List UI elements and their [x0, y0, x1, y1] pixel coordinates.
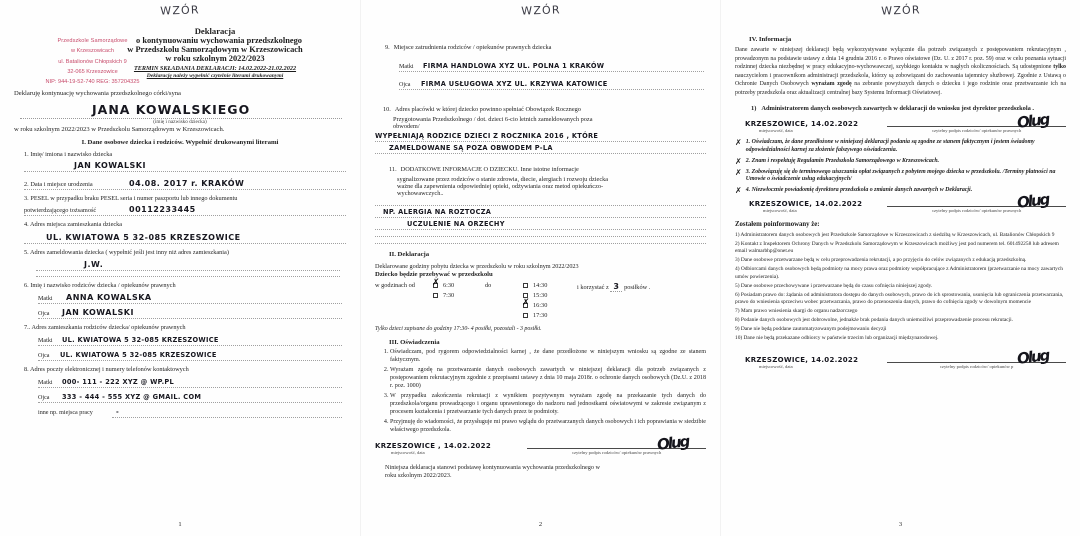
field-6-father-label: Ojca — [38, 311, 50, 317]
hours-to-option-1[interactable] — [523, 292, 577, 299]
hours-from-time-0: 6:30 — [443, 282, 455, 290]
section-4-para-part-2: nauczycielom i pracownikom administracji przedszkola, którzy są zobowiązani do zachowania tajemnicy służbowej. Zgodnie z Ustawą o Ochronie Danych Osobowych — [735, 72, 1066, 88]
field-11-answer-block — [375, 201, 706, 244]
field-5-value: J.W. — [84, 260, 104, 269]
signature-2-scribble: Olug — [1015, 190, 1049, 212]
field-6-mother-value: ANNA KOWALSKA — [66, 293, 152, 302]
field-9-mother-label: Matki — [399, 64, 414, 70]
checked-declaration-1-text: 1. Oświadczam, że dane przedłożone w niniejszej deklaracji podania są zgodne ze stanem faktycznym i jestem świadomy odpowiedzialności karnej za złożenie fałszywego oświadczenia. — [745, 139, 1035, 154]
section-2-intro: Deklarowane godziny pobytu dziecka w przedszkolu w roku szkolnym 2022/2023 — [375, 263, 579, 270]
field-4-number: 4. — [24, 221, 29, 228]
section-2-heading: II. Deklaracja — [389, 251, 430, 258]
child-fullname-caption: (imię i nazwisko dziecka) — [153, 119, 207, 125]
field-9-number: 9. — [385, 44, 390, 51]
closing-line-1: Niniejsza deklaracja stanowi podstawę kontynuowania wychowania przedszkolnego w — [385, 463, 600, 471]
section-3-items — [375, 349, 706, 434]
hours-to-options — [523, 282, 577, 319]
field-10-label-2: Przygotowania Przedszkolnego / dot. dzieci 6-cio letnich zameldowanych poza — [393, 116, 593, 123]
field-7-father-value: UL. KWIATOWA 5 32-085 KRZESZOWICE — [60, 351, 217, 359]
section-4-para-bold-3: wyrażam zgodę — [811, 81, 852, 88]
field-5-input[interactable] — [24, 258, 346, 271]
field-10-input-line2[interactable] — [375, 142, 706, 154]
field-11-label-2: sygnalizowane przez rodziców o stanie zdrowia, diecie, alergiach i rozwoju dziecka — [397, 176, 609, 183]
section-4-item-1-number: 1) — [751, 105, 757, 113]
signature-block-3-page3 — [735, 346, 1066, 370]
page-number-1: 1 — [178, 521, 182, 528]
field-4-value: UL. KWIATOWA 5 32-085 KRZESZOWICE — [46, 233, 241, 242]
hours-to-option-2[interactable] — [523, 302, 577, 309]
field-9-mother-input[interactable] — [385, 57, 706, 72]
signature-2-group[interactable] — [887, 190, 1066, 214]
signature-place-date: KRZESZOWICE , 14.02.2022 — [375, 441, 492, 450]
field-4-label: Adres miejsca zamieszkania dziecka — [29, 221, 123, 228]
field-3-input[interactable] — [24, 203, 346, 216]
signature-2-caption: czytelny podpis rodziców/ opiekunów prawnych — [931, 208, 1022, 214]
field-11-label-4: wychowawczych.. — [397, 190, 444, 197]
hours-to-option-0[interactable] — [523, 282, 577, 289]
hours-from-label: w godzinach od — [375, 282, 415, 290]
field-11-number: 11. — [389, 166, 397, 173]
field-8-father-rule — [38, 402, 342, 403]
signature-2-place-date-group[interactable] — [735, 200, 887, 213]
signature-1-place-date: KRZESZOWICE, 14.02.2022 — [745, 120, 859, 129]
informed-item-8: 8) Podanie danych osobowych jest dobrowolne, jednakże brak podania danych uniemożliwi przeprowadzenie procesu rekrutacji. — [735, 317, 1013, 324]
field-6-mother-label: Matki — [38, 296, 53, 302]
field-2-number: 2. — [24, 181, 29, 188]
field-8-mother-label: Matki — [38, 380, 53, 386]
field-8-number: 8. — [24, 366, 29, 373]
signature-3-place-date-group[interactable] — [735, 356, 887, 369]
field-7-father-label: Ojca — [38, 353, 50, 359]
informed-item-3: 3) Dane osobowe przetwarzane będą w celu przeprowadzenia rekrutacji, a po przyjęciu do celów związanych z edukacją przedszkolną. — [735, 257, 1027, 264]
signature-place-caption: miejscowość, data — [391, 449, 425, 455]
field-6-father-rule — [38, 318, 342, 319]
checked-declaration-2-text: 2. Znam i respektuję Regulamin Przedszkola Samorządowego w Krzeszowicach. — [745, 157, 940, 164]
checkbox-from-630[interactable] — [433, 283, 438, 288]
hours-from-option-1[interactable] — [433, 292, 485, 299]
signature-caption: czytelny podpis rodziców/ opiekunów prawnych — [571, 449, 662, 455]
checked-declaration-3[interactable] — [735, 169, 1066, 184]
document-page-1 — [0, 0, 360, 536]
field-9-label: Miejsce zatrudnienia rodziców / opiekunów prawnych dziecka — [393, 44, 552, 51]
field-item-7 — [24, 324, 346, 361]
field-4-input[interactable] — [24, 230, 346, 244]
checked-declarations — [735, 139, 1066, 195]
oswiadczenie-item-1: 1. Oświadczam, pod rygorem odpowiedzialności karnej , że dane przedłożone w niniejszym wniosku są zgodne ze stanem faktycznym. — [390, 349, 706, 365]
signature-place-date-group[interactable] — [375, 442, 527, 455]
signature-2-place-date: KRZESZOWICE, 14.02.2022 — [749, 200, 863, 209]
hours-to-time-3: 17:30 — [533, 312, 548, 320]
checkbox-to-1730[interactable] — [523, 313, 528, 318]
field-7-label: Adres zamieszkania rodziców dziecka/ opiekunów prawnych — [31, 324, 186, 331]
field-1-rule — [24, 171, 346, 172]
field-10-label: Adres placówki w której dziecko powinno spełniać Obowiązek Rocznego — [394, 106, 581, 113]
checked-declaration-2[interactable] — [735, 158, 1066, 166]
checkbox-from-730[interactable] — [433, 293, 438, 298]
field-1-label: Imię/ imiona i nazwisko dziecka — [30, 151, 113, 158]
checkmark-icon-4: ✗ — [735, 186, 742, 196]
informed-item-7: 7) Mam prawo wniesienia skargi do organu nadzorczego — [735, 308, 858, 315]
field-3-label-2: potwierdzającego tożsamość — [24, 207, 97, 214]
informed-item-10: 10) Dane nie będą przekazane odbiorcy w państwie trzecim lub organizacji międzynarodowej. — [735, 334, 939, 341]
meals-suffix: posiłków . — [624, 284, 651, 292]
field-10-rule-2 — [375, 153, 706, 154]
signature-3-caption: czytelny podpis rodziców/ opiekunów p — [939, 364, 1014, 370]
intro-line-2: w roku szkolnym 2022/2023 w Przedszkolu Samorządowym w Krzeszowicach. — [14, 126, 225, 133]
field-3-number: 3. — [24, 195, 29, 202]
field-5-rule-2 — [36, 276, 340, 277]
signature-1-caption: czytelny podpis rodziców/ opiekunów prawnych — [931, 128, 1022, 134]
field-5-number: 5. — [24, 249, 29, 256]
hours-to-time-2: 16:30 — [533, 302, 548, 310]
meals-field[interactable] — [577, 282, 706, 291]
signature-1-scribble: Olug — [1015, 110, 1049, 133]
section-4-paragraph — [735, 46, 1066, 97]
submission-deadline: TERMIN SKŁADANIA DEKLARACJI: 14.02.2022-21.02.2022 — [133, 65, 297, 72]
field-item-4 — [24, 221, 346, 244]
hours-to-option-3[interactable] — [523, 312, 577, 319]
field-11-label-3: ważne dla zapewnienia odpowiedniej opieki, odżywiania oraz metod opiekuńczo- — [397, 183, 604, 190]
field-7-mother-input[interactable] — [24, 333, 346, 346]
informed-item-9: 9) Dane nie będą poddane zautomatyzowanym podejmowaniu decyzji — [735, 326, 887, 333]
section-4-heading: IV. Informacja — [749, 36, 792, 43]
field-2-rule — [24, 189, 346, 190]
field-10-input-line1[interactable] — [375, 130, 706, 142]
field-11-value-2: UCZULENIE NA ORZECHY — [407, 220, 505, 228]
title-line-3: w Przedszkolu Samorządowym w Krzeszowicach — [127, 45, 303, 54]
field-10-label-3: obwodem/ — [393, 123, 420, 130]
signature-3-place-caption: miejscowość, data — [759, 364, 793, 370]
field-6-label: Imię i nazwisko rodziców dziecka / opiekunów prawnych — [30, 282, 176, 289]
field-5-label: Adres zameldowania dziecka ( wypełnić jeśli jest inny niż adres zamieszkania) — [29, 249, 229, 256]
oswiadczenie-item-3: 3. W przypadku zakończenia rekrutacji z wynikiem pozytywnym wyrażam zgodę na przekazanie tych danych do przedszkola/organu prowadzącego i organu uprawnionego do nadzoru nad jednostkami oświatowymi w zakresie związanym z procesem kształcenia i przetwarzanie tych danych przez te podmioty. — [390, 393, 706, 417]
field-7-mother-value: UL. KWIATOWA 5 32-085 KRZESZOWICE — [62, 336, 219, 344]
watermark-wzor: WZÓR — [160, 3, 200, 18]
signature-3-scribble: Olug — [1015, 346, 1049, 369]
field-item-11 — [375, 158, 706, 197]
informed-item-5: 5) Dane osobowe przechowywane i przetwarzane będą do czasu cofnięcia niniejszej zgody. — [735, 282, 933, 289]
signature-1-group[interactable] — [887, 110, 1066, 134]
field-8-other-rule — [112, 417, 342, 418]
field-10-number: 10. — [383, 106, 391, 113]
field-item-8 — [24, 366, 346, 418]
checkbox-to-1430[interactable] — [523, 283, 528, 288]
page-title: Deklaracja — [194, 26, 236, 36]
hours-to-time-0: 14:30 — [533, 282, 548, 290]
field-11-rule-4 — [375, 243, 706, 244]
field-9-mother-rule — [399, 71, 704, 72]
signature-1-place-date-group[interactable] — [735, 120, 887, 133]
field-2-label: Data i miejsce urodzenia — [30, 181, 93, 188]
field-item-3 — [24, 195, 346, 216]
field-11-input-line1[interactable] — [375, 206, 706, 218]
field-8-mother-value: 000- 111 - 222 XYZ @ WP.PL — [62, 378, 175, 386]
field-3-rule — [24, 215, 346, 216]
watermark-wzor-page3: WZÓR — [880, 3, 921, 18]
field-7-mother-label: Matki — [38, 338, 53, 344]
signature-block-page2 — [375, 431, 706, 455]
field-9-father-input[interactable] — [385, 75, 706, 90]
field-item-9 — [375, 36, 706, 90]
checked-declaration-4-text: 4. Niezwłocznie powiadomię dyrektora przedszkola o zmianie danych zawartych w Deklaracji. — [745, 187, 973, 194]
closing-line-2: roku szkolnym 2022/2023. — [385, 471, 452, 479]
intro-line-1: Deklaruję kontynuację wychowania przedszkolnego córki/syna — [14, 90, 181, 97]
section-3-heading: III. Oświadczenia — [389, 339, 440, 347]
stamp-line-1: Przedszkole Samorządowe — [57, 38, 128, 44]
field-8-mother-input[interactable] — [24, 375, 346, 388]
oswiadczenie-item-2: 2. Wyrażam zgodę na przetwarzanie danych osobowych zawartych w niniejszej deklaracji dla potrzeb związanych z postępowaniem rekrutacyjnym zgodnie z przepisami ustawy z dnia 10 maja 2018r. o ochronie danych osobowych (Dz.U. z 2018 r. poz. 1000) — [390, 367, 706, 391]
field-7-father-input[interactable] — [24, 348, 346, 361]
field-8-label: Adres poczty elektronicznej i numery telefonów kontaktowych — [29, 366, 189, 373]
field-9-mother-value: FIRMA HANDLOWA XYZ UL. POLNA 1 KRAKÓW — [423, 62, 605, 70]
field-9-father-label: Ojca — [399, 82, 411, 88]
section-4-para-part-4: na zebranie powyższych danych o dziecku i jego rodzinie oraz przetwarzanie ich na potrzeby przedszkola oraz aktualizacji centralnej bazy Systemu Informacji Oświatowej. — [735, 81, 1066, 96]
document-page-2 — [360, 0, 720, 536]
hours-to-label: do — [485, 282, 492, 290]
informed-heading: Zostałem poinformowany że: — [735, 221, 820, 229]
field-item-2 — [24, 177, 346, 190]
stamp-line-3: ul. Batalionów Chłopskich 9 — [58, 58, 127, 65]
field-1-number: 1. — [24, 151, 29, 158]
document-page-3 — [720, 0, 1080, 536]
field-8-mother-rule — [38, 387, 342, 388]
hours-selection-grid — [375, 282, 706, 319]
section-4-item-1-text: Administratorem danych osobowych zawartych w deklaracji do wniosku jest dyrektor przedszkola . — [761, 105, 1034, 113]
signature-block-1-page3 — [735, 110, 1066, 134]
checkmark-icon-3: ✗ — [735, 167, 742, 177]
checkbox-to-1630[interactable] — [523, 303, 528, 308]
signature-3-group[interactable] — [887, 346, 1066, 370]
field-8-father-value: 333 - 444 - 555 XYZ @ GMAIL. COM — [62, 393, 202, 401]
field-8-other-input[interactable] — [24, 405, 346, 418]
field-9-father-rule — [399, 89, 704, 90]
field-1-value: JAN KOWALSKI — [74, 161, 146, 170]
checked-declaration-1[interactable] — [735, 139, 1066, 154]
child-fullname-value: JANA KOWALSKIEGO — [92, 102, 251, 117]
field-11-input-line3[interactable] — [375, 230, 706, 237]
hours-from-time-1: 7:30 — [443, 292, 455, 300]
section-4-para-part-0: Dane zawarte w niniejszej deklaracji będą wykorzystywane wyłącznie dla potrzeb związanych z postępowaniem rekrutacyjnym , prowadzonym na podstawie ustawy z dnia 14 grudnia 2016 r. o Prawo oświatowe (Dz. U. z 2017 r. poz. 59) oraz w celu poznania sytuacji rodzinnej dziecka niezbędnej w pracy edukacyjno-wychowawczej, szybkiego kontaktu w nagłych okolicznościach. Są udostępnione — [735, 47, 1066, 71]
field-8-father-label: Ojca — [38, 395, 50, 401]
field-3-value: 00112233445 — [129, 205, 196, 214]
field-item-6 — [24, 282, 346, 319]
checked-declaration-3-text: 3. Zobowiązuję się do terminowego uiszczania opłat związanych z pobytem mojego dziecka w przedszkolu. /Terminy płatności na Umowie o świadczenie usług edukacyjnych/ — [745, 168, 1056, 183]
field-3-label: PESEL w przypadku braku PESEL seria i numer paszportu lub innego dokumentu — [30, 195, 238, 202]
field-7-father-rule — [38, 360, 342, 361]
informed-item-2: 2) Kontakt z Inspektorem Ochrony Danych w Przedszkolu Samorządowym w Krzeszowicach możliwy jest pod numerem tel. 601492258 lub adresem email walmarbhp@onet.eu — [735, 240, 1059, 255]
hours-from-option-0[interactable] — [433, 282, 485, 289]
fill-instruction: Deklarację należy wypełnić czytelnie literami drukowanymi — [146, 73, 284, 79]
section-1-items — [14, 151, 346, 418]
field-11-input-line4[interactable] — [375, 237, 706, 244]
field-2-input[interactable] — [24, 177, 346, 190]
field-5-input-line2[interactable] — [24, 271, 346, 277]
section-2-subtitle: Dziecko będzie przebywać w przedszkolu — [375, 271, 493, 279]
page-number-3: 3 — [898, 521, 903, 528]
field-6-mother-input[interactable] — [24, 291, 346, 304]
checkmark-icon-2: ✗ — [735, 156, 742, 166]
field-8-other-label: inne np. miejsca pracy — [38, 410, 93, 416]
stamp-line-5: NIP: 944-19-52-740 REG: 357204325 — [45, 79, 140, 86]
field-item-5 — [24, 249, 346, 277]
signature-1-place-caption: miejscowość, data — [759, 128, 793, 134]
meals-value: 3 — [610, 282, 622, 292]
field-6-mother-rule — [38, 303, 342, 304]
field-item-1 — [24, 151, 346, 172]
informed-items-list — [735, 232, 1066, 342]
informed-item-6: 6) Posiadam prawo do: żądania od administratora dostępu do danych osobowych, prawo do ich sprostowania, usunięcia lub ograniczenia przetwarzania, prawo do wniesienia sprzeciwu wobec przetwarzania, prawo do przenoszenia danych, prawo do cofnięcia zgody w dowolnym momencie — [735, 291, 1064, 306]
field-4-rule — [24, 243, 346, 244]
oswiadczenie-item-4: 4. Przyjmuję do wiadomości, że przysługuje mi prawo wglądu do przetwarzanych danych osobowych i ich poprawiania w siedzibie właściwego przedszkola. — [390, 419, 706, 435]
field-8-father-input[interactable] — [24, 390, 346, 403]
field-7-mother-rule — [38, 345, 342, 346]
signature-group[interactable] — [527, 431, 706, 455]
checkmark-icon-1: ✗ — [735, 138, 742, 148]
field-item-10 — [375, 98, 706, 154]
field-11-value-1: NP. ALERGIA NA ROZTOCZA — [383, 208, 492, 216]
informed-item-4: 4) Odbiorcami danych osobowych będą podmioty na mocy prawa oraz podmioty współpracujące z Administratorem (przetwarzanie na mocy zawartych umów powierzenia). — [735, 266, 1063, 280]
child-fullname-rule — [20, 118, 342, 119]
stamp-line-2: w Krzeszowicach — [71, 48, 114, 55]
field-7-number: 7.. — [24, 324, 31, 331]
field-1-input[interactable] — [24, 159, 346, 172]
stamp-line-4: 32-065 Krzeszowice — [67, 69, 118, 76]
child-fullname-field[interactable] — [14, 99, 346, 119]
section-1-heading: I. Dane osobowe dziecka i rodziców. Wypełnić drukowanymi literami — [81, 139, 279, 146]
field-2-value: 04.08. 2017 r. KRAKÓW — [129, 179, 245, 188]
hours-from-options — [433, 282, 485, 299]
field-9-father-value: FIRMA USŁUGOWA XYZ UL. KRZYWA KATOWICE — [421, 80, 608, 88]
section-4-para-bold-1: tylko — [1053, 64, 1066, 71]
signature-2-place-caption: miejscowość, data — [763, 208, 797, 214]
field-8-other-value: - — [116, 408, 120, 416]
institution-stamp — [10, 36, 175, 88]
field-6-father-input[interactable] — [24, 306, 346, 319]
field-10-value-1: WYPEŁNIAJĄ RODZICE DZIECI Z ROCZNIKA 2016 , KTÓRE — [375, 132, 599, 140]
field-11-input-line2[interactable] — [375, 218, 706, 230]
meals-note: Tylko dzieci zapisane do godziny 17:30- 4 posiłki, pozostali - 3 posiłki. — [375, 326, 542, 333]
watermark-wzor-page2: WZÓR — [520, 3, 561, 18]
field-6-father-value: JAN KOWALSKI — [62, 308, 134, 317]
signature-3-place-date: KRZESZOWICE, 14.02.2022 — [745, 356, 859, 365]
hours-to-time-1: 15:30 — [533, 292, 548, 300]
signature-scribble: Olug — [655, 431, 689, 454]
field-11-label: DODATKOWE INFORMACJE O DZIECKU. Inne istotne informacje — [400, 166, 579, 173]
informed-item-1: 1) Administratorem danych osobowych jest Przedszkole Samorządowe w Krzeszowicach z siedzibą w Krzeszowicach, ul. Batalionów Chłopskich 9 — [735, 232, 1055, 239]
field-10-value-2: ZAMELDOWANE SĄ POZA OBWODEM P-LA — [389, 144, 553, 152]
title-line-4: w roku szkolnym 2022/2023 — [165, 54, 265, 63]
field-6-number: 6. — [24, 282, 29, 289]
meals-prefix: i korzystać z — [577, 284, 609, 292]
title-line-2: o kontynuowaniu wychowania przedszkolnego — [136, 36, 302, 45]
page-number-2: 2 — [538, 521, 543, 528]
